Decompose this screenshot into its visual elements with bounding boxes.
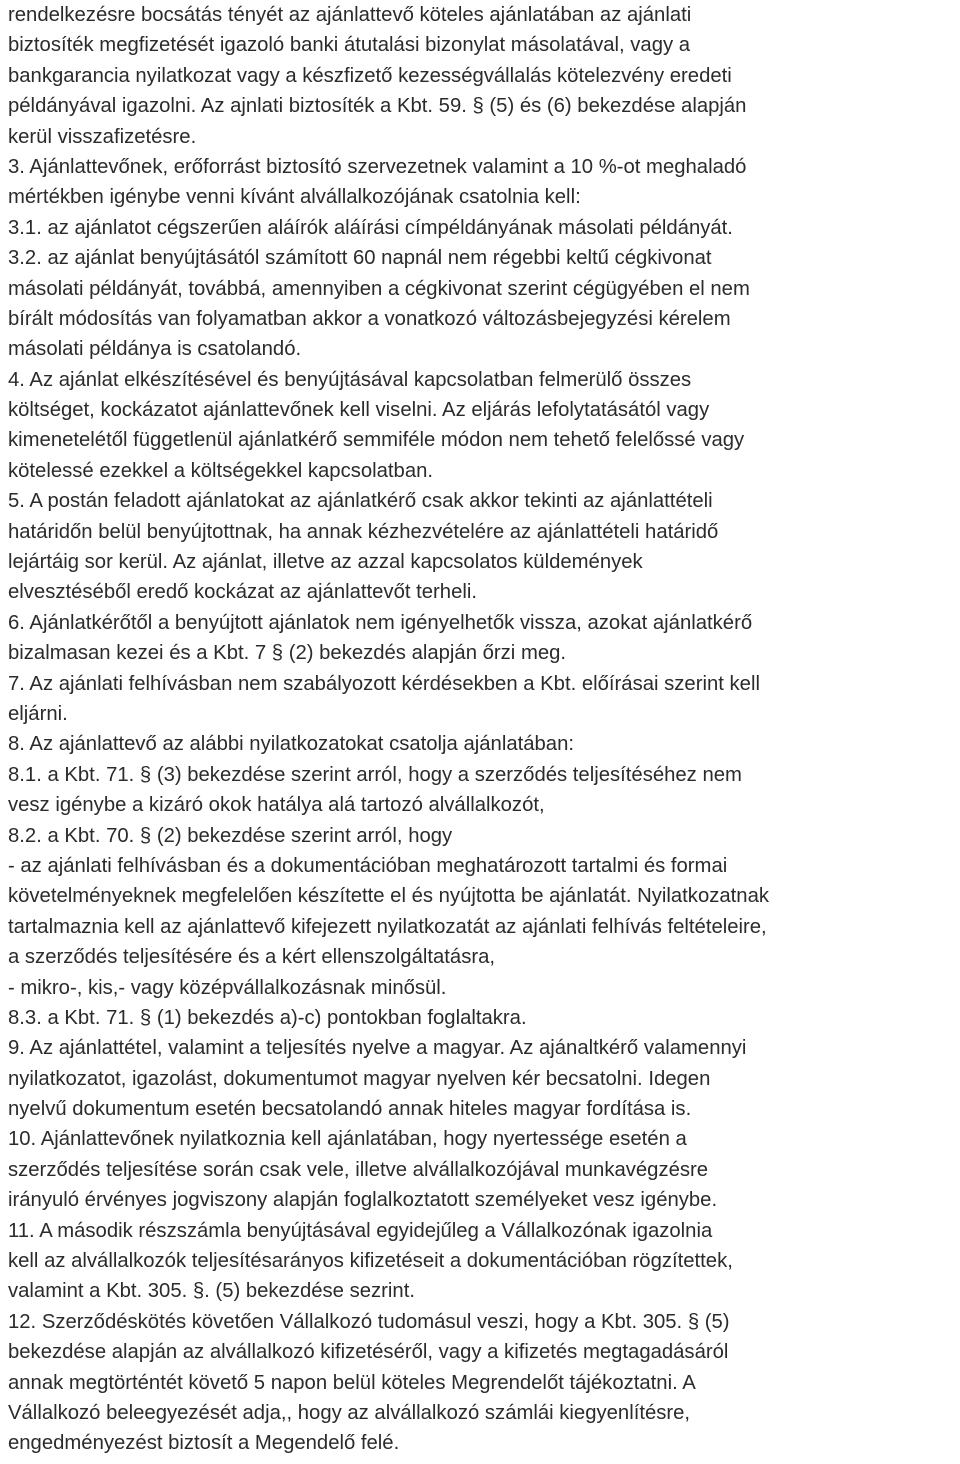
text-line: 3.1. az ajánlatot cégszerűen aláírók aláírási címpéldányának másolati példányát. [8,216,733,239]
text-line: 8.1. a Kbt. 71. § (3) bekezdése szerint arról, hogy a szerződés teljesítéséhez nem [8,763,742,786]
text-line: 5. A postán feladott ajánlatokat az ajánlatkérő csak akkor tekinti az ajánlattételi [8,490,713,513]
text-line: kell az alvállalkozók teljesítésarányos kifizetéseit a dokumentációban rögzítettek, [8,1250,733,1273]
text-line: 11. A második részszámla benyújtásával egyidejűleg a Vállalkozónak igazolnia [8,1219,713,1242]
text-line: bankgarancia nyilatkozat vagy a készfizető kezességvállalás kötelezvény eredeti [8,64,732,87]
text-line: 3.2. az ajánlat benyújtásától számított 60 napnál nem régebbi keltű cégkivonat [8,247,712,270]
text-line: példányával igazolni. Az ajnlati biztosíték a Kbt. 59. § (5) és (6) bekezdése alapján [8,95,747,118]
text-line: 10. Ajánlattevőnek nyilatkoznia kell ajánlatában, hogy nyertessége esetén a [8,1128,687,1151]
text-line: 12. Szerződéskötés követően Vállalkozó tudomásul veszi, hogy a Kbt. 305. § (5) [8,1310,730,1333]
text-line: másolati példányát, továbbá, amennyiben a cégkivonat szerint cégügyében el nem [8,277,750,300]
text-line: biztosíték megfizetését igazoló banki átutalási bizonylat másolatával, vagy a [8,34,691,57]
text-line: szerződés teljesítése során csak vele, illetve alvállalkozójával munkavégzésre [8,1158,709,1181]
text-line: bizalmasan kezei és a Kbt. 7 § (2) bekezdés alapján őrzi meg. [8,642,567,665]
text-line: vesz igénybe a kizáró okok hatálya alá tartozó alvállalkozót, [8,794,545,817]
text-line: 4. Az ajánlat elkészítésével és benyújtásával kapcsolatban felmerülő összes [8,368,692,391]
text-line: engedményezést biztosít a Megendelő felé. [8,1432,400,1455]
text-line: 8.3. a Kbt. 71. § (1) bekezdés a)-c) pontokban foglaltakra. [8,1006,527,1029]
text-line: rendelkezésre bocsátás tényét az ajánlattevő köteles ajánlatában az ajánlati [8,4,692,26]
text-line: 3. Ajánlattevőnek, erőforrást biztosító szervezetnek valamint a 10 %-ot meghaladó [8,155,747,178]
text-line: mértékben igénybe venni kívánt alvállalkozójának csatolnia kell: [8,186,581,209]
text-line: - az ajánlati felhívásban és a dokumentációban meghatározott tartalmi és formai [8,854,728,877]
text-line: valamint a Kbt. 305. §. (5) bekezdése sezrint. [8,1280,415,1303]
text-line: kötelessé ezekkel a költségekkel kapcsolatban. [8,459,434,482]
text-line: nyelvű dokumentum esetén becsatolandó annak hiteles magyar fordítása is. [8,1098,692,1121]
text-line: követelményeknek megfelelően készítette el és nyújtotta be ajánlatát. Nyilatkozatnak [8,885,769,908]
text-line: kimenetelétől függetlenül ajánlatkérő semmiféle módon nem tehető felelőssé vagy [8,429,745,452]
text-line: 6. Ajánlatkérőtől a benyújtott ajánlatok nem igényelhetők vissza, azokat ajánlatkérő [8,611,753,634]
text-line: Vállalkozó beleegyezését adja,, hogy az alvállalkozó számlái kiegyenlítésre, [8,1401,691,1424]
text-line: eljárni. [8,702,68,725]
text-line: nyilatkozatot, igazolást, dokumentumot magyar nyelven kér becsatolni. Idegen [8,1067,711,1090]
text-line: 7. Az ajánlati felhívásban nem szabályozott kérdésekben a Kbt. előírásai szerint kell [8,672,760,695]
text-line: a szerződés teljesítésére és a kért ellenszolgáltatásra, [8,946,495,969]
text-line: 8.2. a Kbt. 70. § (2) bekezdése szerint arról, hogy [8,824,453,847]
text-line: bírált módosítás van folyamatban akkor a vonatkozó változásbejegyzési kérelem [8,307,731,330]
text-line: lejártáig sor kerül. Az ajánlat, illetve az azzal kapcsolatos küldemények [8,551,643,574]
text-line: 8. Az ajánlattevő az alábbi nyilatkozatokat csatolja ajánlatában: [8,733,574,756]
text-line: bekezdése alapján az alvállalkozó kifizetéséről, vagy a kifizetés megtagadásáról [8,1341,729,1364]
text-line: elvesztéséből eredő kockázat az ajánlattevőt terheli. [8,581,477,604]
text-line: irányuló érvényes jogviszony alapján foglalkoztatott személyeket vesz igénybe. [8,1189,718,1212]
text-line: költséget, kockázatot ajánlattevőnek kell viselni. Az eljárás lefolytatásától vagy [8,399,710,422]
text-line: kerül visszafizetésre. [8,125,197,148]
text-line: másolati példánya is csatolandó. [8,338,302,361]
text-line: 9. Az ajánlattétel, valamint a teljesítés nyelve a magyar. Az ajánaltkérő valamennyi [8,1037,747,1060]
document-page [8,0,956,1464]
text-line: tartalmaznia kell az ajánlattevő kifejezett nyilatkozatát az ajánlati felhívás feltételeire, [8,915,767,938]
text-line: annak megtörténtét követő 5 napon belül köteles Megrendelőt tájékoztatni. A [8,1371,696,1394]
text-line: határidőn belül benyújtottnak, ha annak kézhezvételére az ajánlattételi határidő [8,520,719,543]
text-line: - mikro-, kis,- vagy középvállalkozásnak minősül. [8,976,447,999]
